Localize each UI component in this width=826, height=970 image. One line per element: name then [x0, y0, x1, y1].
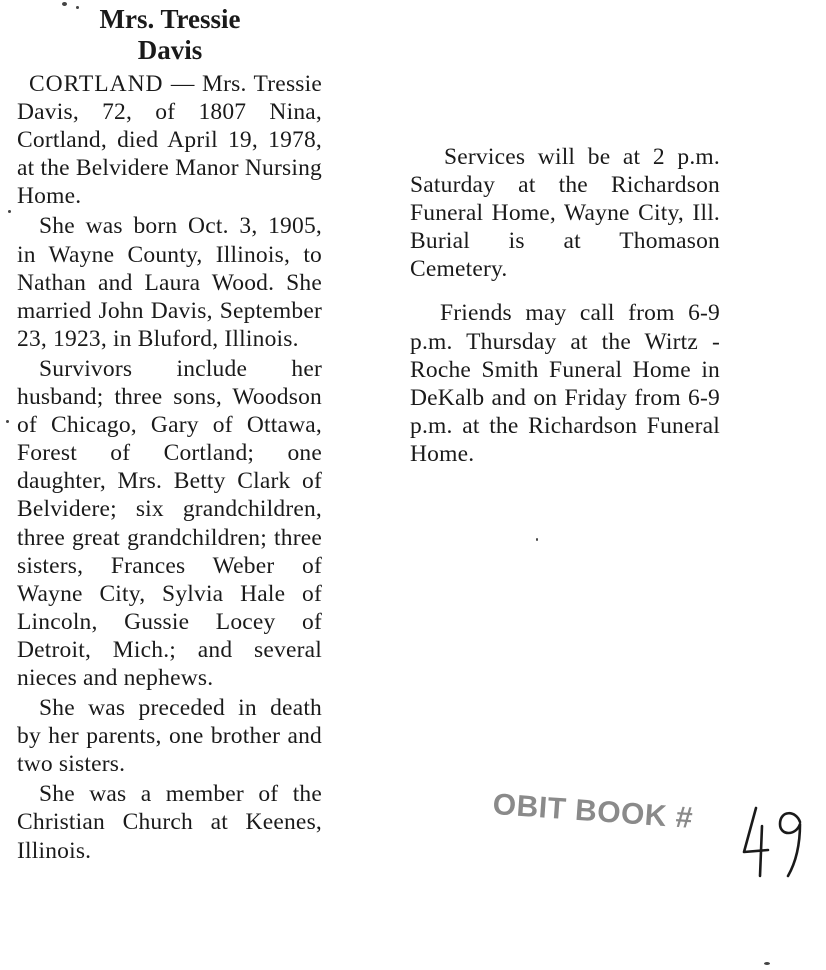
paragraph-visitation: Friends may call from 6-9 p.m. Thursday at the Wirtz - Roche Smith Funeral Home in DeKalb and on Friday from 6-9 p.m. at the Richardson Funeral Home. [410, 300, 720, 467]
ink-speck [76, 6, 79, 9]
obit-book-stamp: OBIT BOOK # [491, 788, 695, 835]
paragraph-preceded: She was preceded in death by her parents, one brother and two sisters. [17, 695, 322, 778]
paragraph-birth: She was born Oct. 3, 1905, in Wayne County, Illinois, to Nathan and Laura Wood. She married John Davis, September 23, 1923, in Bluford, Illinois. [17, 213, 322, 352]
paragraph-services: Services will be at 2 p.m. Saturday at the Richardson Funeral Home, Wayne City, Ill. Burial is at Thomason Cemetery. [410, 144, 720, 283]
headline-line-1: Mrs. Tressie [99, 4, 241, 34]
dateline: CORTLAND [29, 71, 164, 97]
handwritten-number-49 [738, 800, 808, 880]
death-notice-text: — Mrs. Tressie Davis, 72, of 1807 Nina, Cortland, died April 19, 1978, at the Belvidere Manor Nursing Home. [17, 71, 322, 210]
ink-speck [536, 538, 538, 541]
ink-speck [6, 420, 9, 423]
paragraph-death-notice [17, 70, 322, 210]
ink-speck [62, 2, 67, 6]
right-text-column [410, 143, 720, 484]
paragraph-survivors: Survivors include her husband; three sons, Woodson of Chicago, Gary of Ottawa, Forest of Cortland; one daughter, Mrs. Betty Clark of Belvidere; six grandchildren, three great grandchildren; three sisters, Frances Weber of Wayne City, Sylvia Hale of Lincoln, Gussie Locey of Detroit, Mich.; and several nieces and nephews. [17, 355, 322, 691]
ink-speck [8, 210, 11, 213]
left-text-column [17, 70, 322, 867]
paragraph-church: She was a member of the Christian Church at Keenes, Illinois. [17, 781, 322, 864]
obituary-headline [60, 4, 280, 66]
ink-speck [764, 962, 770, 965]
headline-line-2: Davis [137, 35, 203, 65]
